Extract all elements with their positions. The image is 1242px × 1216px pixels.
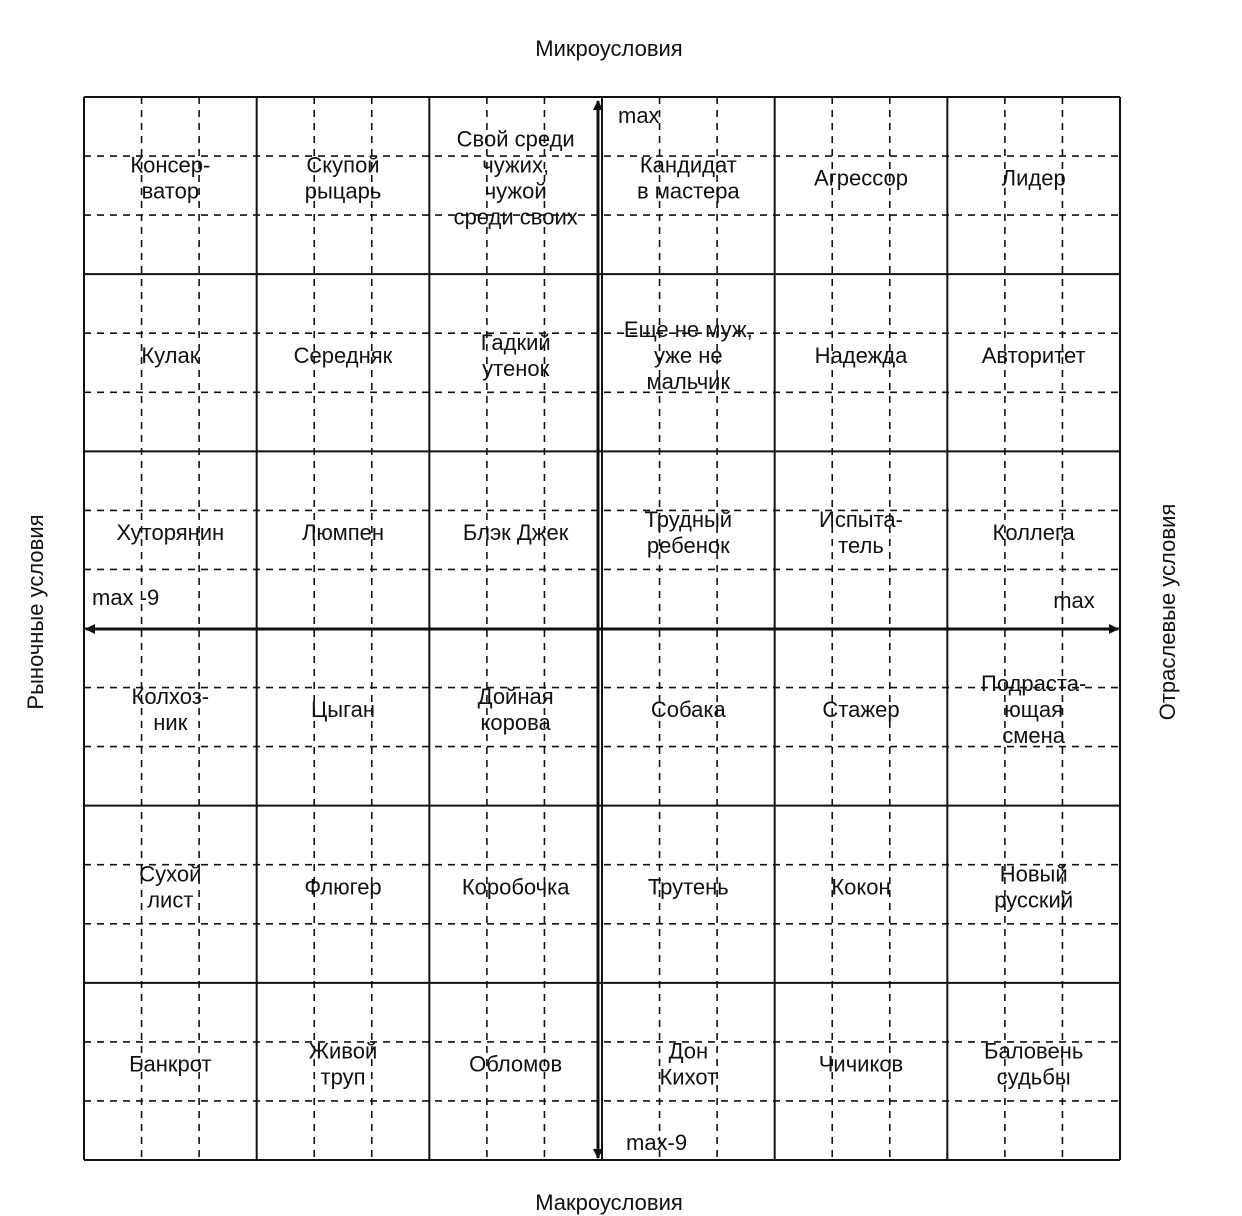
cell-label [993,520,1076,545]
axis-label-right-max: max [1053,588,1095,613]
cell-label-line: Сухой [139,861,202,887]
cell-label-line: Агрессор [814,165,908,191]
cell-label-line: Консер- [130,152,211,178]
cell-label-line: Хуторянин [116,519,225,545]
cell-label-line: Цыган [310,696,376,722]
cell-label-line: Гадкий [480,329,551,355]
title-macro-conditions: Макроусловия [535,1190,683,1215]
cell-label [129,1051,212,1076]
cell-label [815,343,909,368]
cell-label-line: Флюгер [304,874,382,900]
cell-label-line: Живой [308,1038,378,1064]
cell-label-line: Свой среди [456,126,575,152]
cell-label-line: Лидер [1001,165,1066,191]
cell-label-line: Трутень [647,874,729,900]
title-market-conditions: Рыночные условия [23,514,48,710]
cell-label-line: корова [480,709,551,735]
cell-label-line: Люмпен [301,519,385,545]
cell-label-line: Баловень [984,1038,1084,1064]
title-industry-conditions: Отраслевые условия [1155,503,1180,721]
cell-label [139,861,201,912]
cell-label [309,1038,378,1089]
cell-label-line: Колхоз- [131,683,210,709]
cell-label-line: мальчик [646,368,731,394]
cell-label [984,1038,1083,1089]
cell-label-line: Скупой [306,152,380,178]
cell-label-line: судьбы [996,1064,1071,1090]
cell-label-line: Кулак [141,342,200,368]
cell-label-line: утенок [482,355,550,381]
cell-label [305,152,382,203]
cell-label [637,152,740,203]
cell-label [645,507,733,558]
cell-label-line: тель [838,532,884,558]
cell-label-line: ющая [1004,696,1064,722]
cell-label-line: Коробочка [461,874,570,900]
cell-label [130,152,210,203]
cell-label-line: в мастера [636,178,740,204]
cell-label-line: смена [1002,722,1066,748]
cell-label-line: Подраста- [981,670,1087,696]
axis-label-bottom-max-9: max-9 [626,1130,688,1155]
cell-label [1002,165,1066,190]
cell-label [659,1038,717,1089]
cell-label [462,874,570,899]
cell-label-line: чужих, [482,152,550,178]
title-micro-conditions: Микроусловия [535,36,683,61]
cell-label-line: ник [153,709,188,735]
cell-label-line: Надежда [814,342,908,368]
cell-label-line: Стажер [822,696,900,722]
cell-label [651,697,727,722]
cell-label [469,1051,562,1076]
cell-label-line: Банкрот [129,1051,212,1077]
cell-label [648,874,729,899]
cell-label-line: русский [994,887,1074,913]
cell-label-line: среди своих [453,204,578,230]
cell-label-line: рыцарь [304,178,382,204]
cell-label-line: Испыта- [819,506,903,532]
cell-label-line: Коллега [992,519,1075,545]
cell-label-line: Обломов [469,1051,563,1077]
cell-label [831,874,890,899]
cell-label-line: Новый [999,861,1068,887]
cell-label [454,126,578,229]
cell-label [116,520,224,545]
cell-label-line: Кихот [659,1064,718,1090]
cell-label [819,1051,904,1076]
cell-label-line: Дон [668,1038,709,1064]
cell-label [994,861,1073,912]
cell-label-line: чужой [484,178,547,204]
axis-label-left-max-9: max -9 [92,585,160,610]
cell-label [814,165,908,190]
cell-label [294,343,393,368]
cell-label-line: Дойная [477,683,554,709]
cell-label [982,343,1086,368]
cell-label-line: Трудный [644,506,733,532]
cell-label-line: лист [147,887,194,913]
cell-label-line: Авторитет [981,342,1086,368]
cell-label [141,343,199,368]
cell-label-line: Кокон [831,874,891,900]
cell-label [481,330,551,381]
cell-label-line: Чичиков [818,1051,904,1077]
cell-label-line: ребенок [646,532,730,558]
cell-label [463,520,569,545]
cell-label [311,697,375,722]
cell-label-line: Еще не муж, [623,316,753,342]
cell-label-line: Кандидат [639,152,737,178]
cell-label-line: труп [320,1064,366,1090]
cell-label-line: Середняк [293,342,393,368]
axis-label-top-max: max [618,103,660,128]
cell-label [822,697,899,722]
cell-label-line: уже не [653,342,723,368]
cell-label [302,520,384,545]
cell-label-line: Блэк Джек [462,519,569,545]
cell-label [304,874,381,899]
cell-label-line: ватор [141,178,200,204]
cell-label [478,684,554,735]
cell-label [981,671,1086,748]
cell-label [624,317,753,394]
cell-label-line: Собака [650,696,726,722]
cell-label [132,684,210,735]
